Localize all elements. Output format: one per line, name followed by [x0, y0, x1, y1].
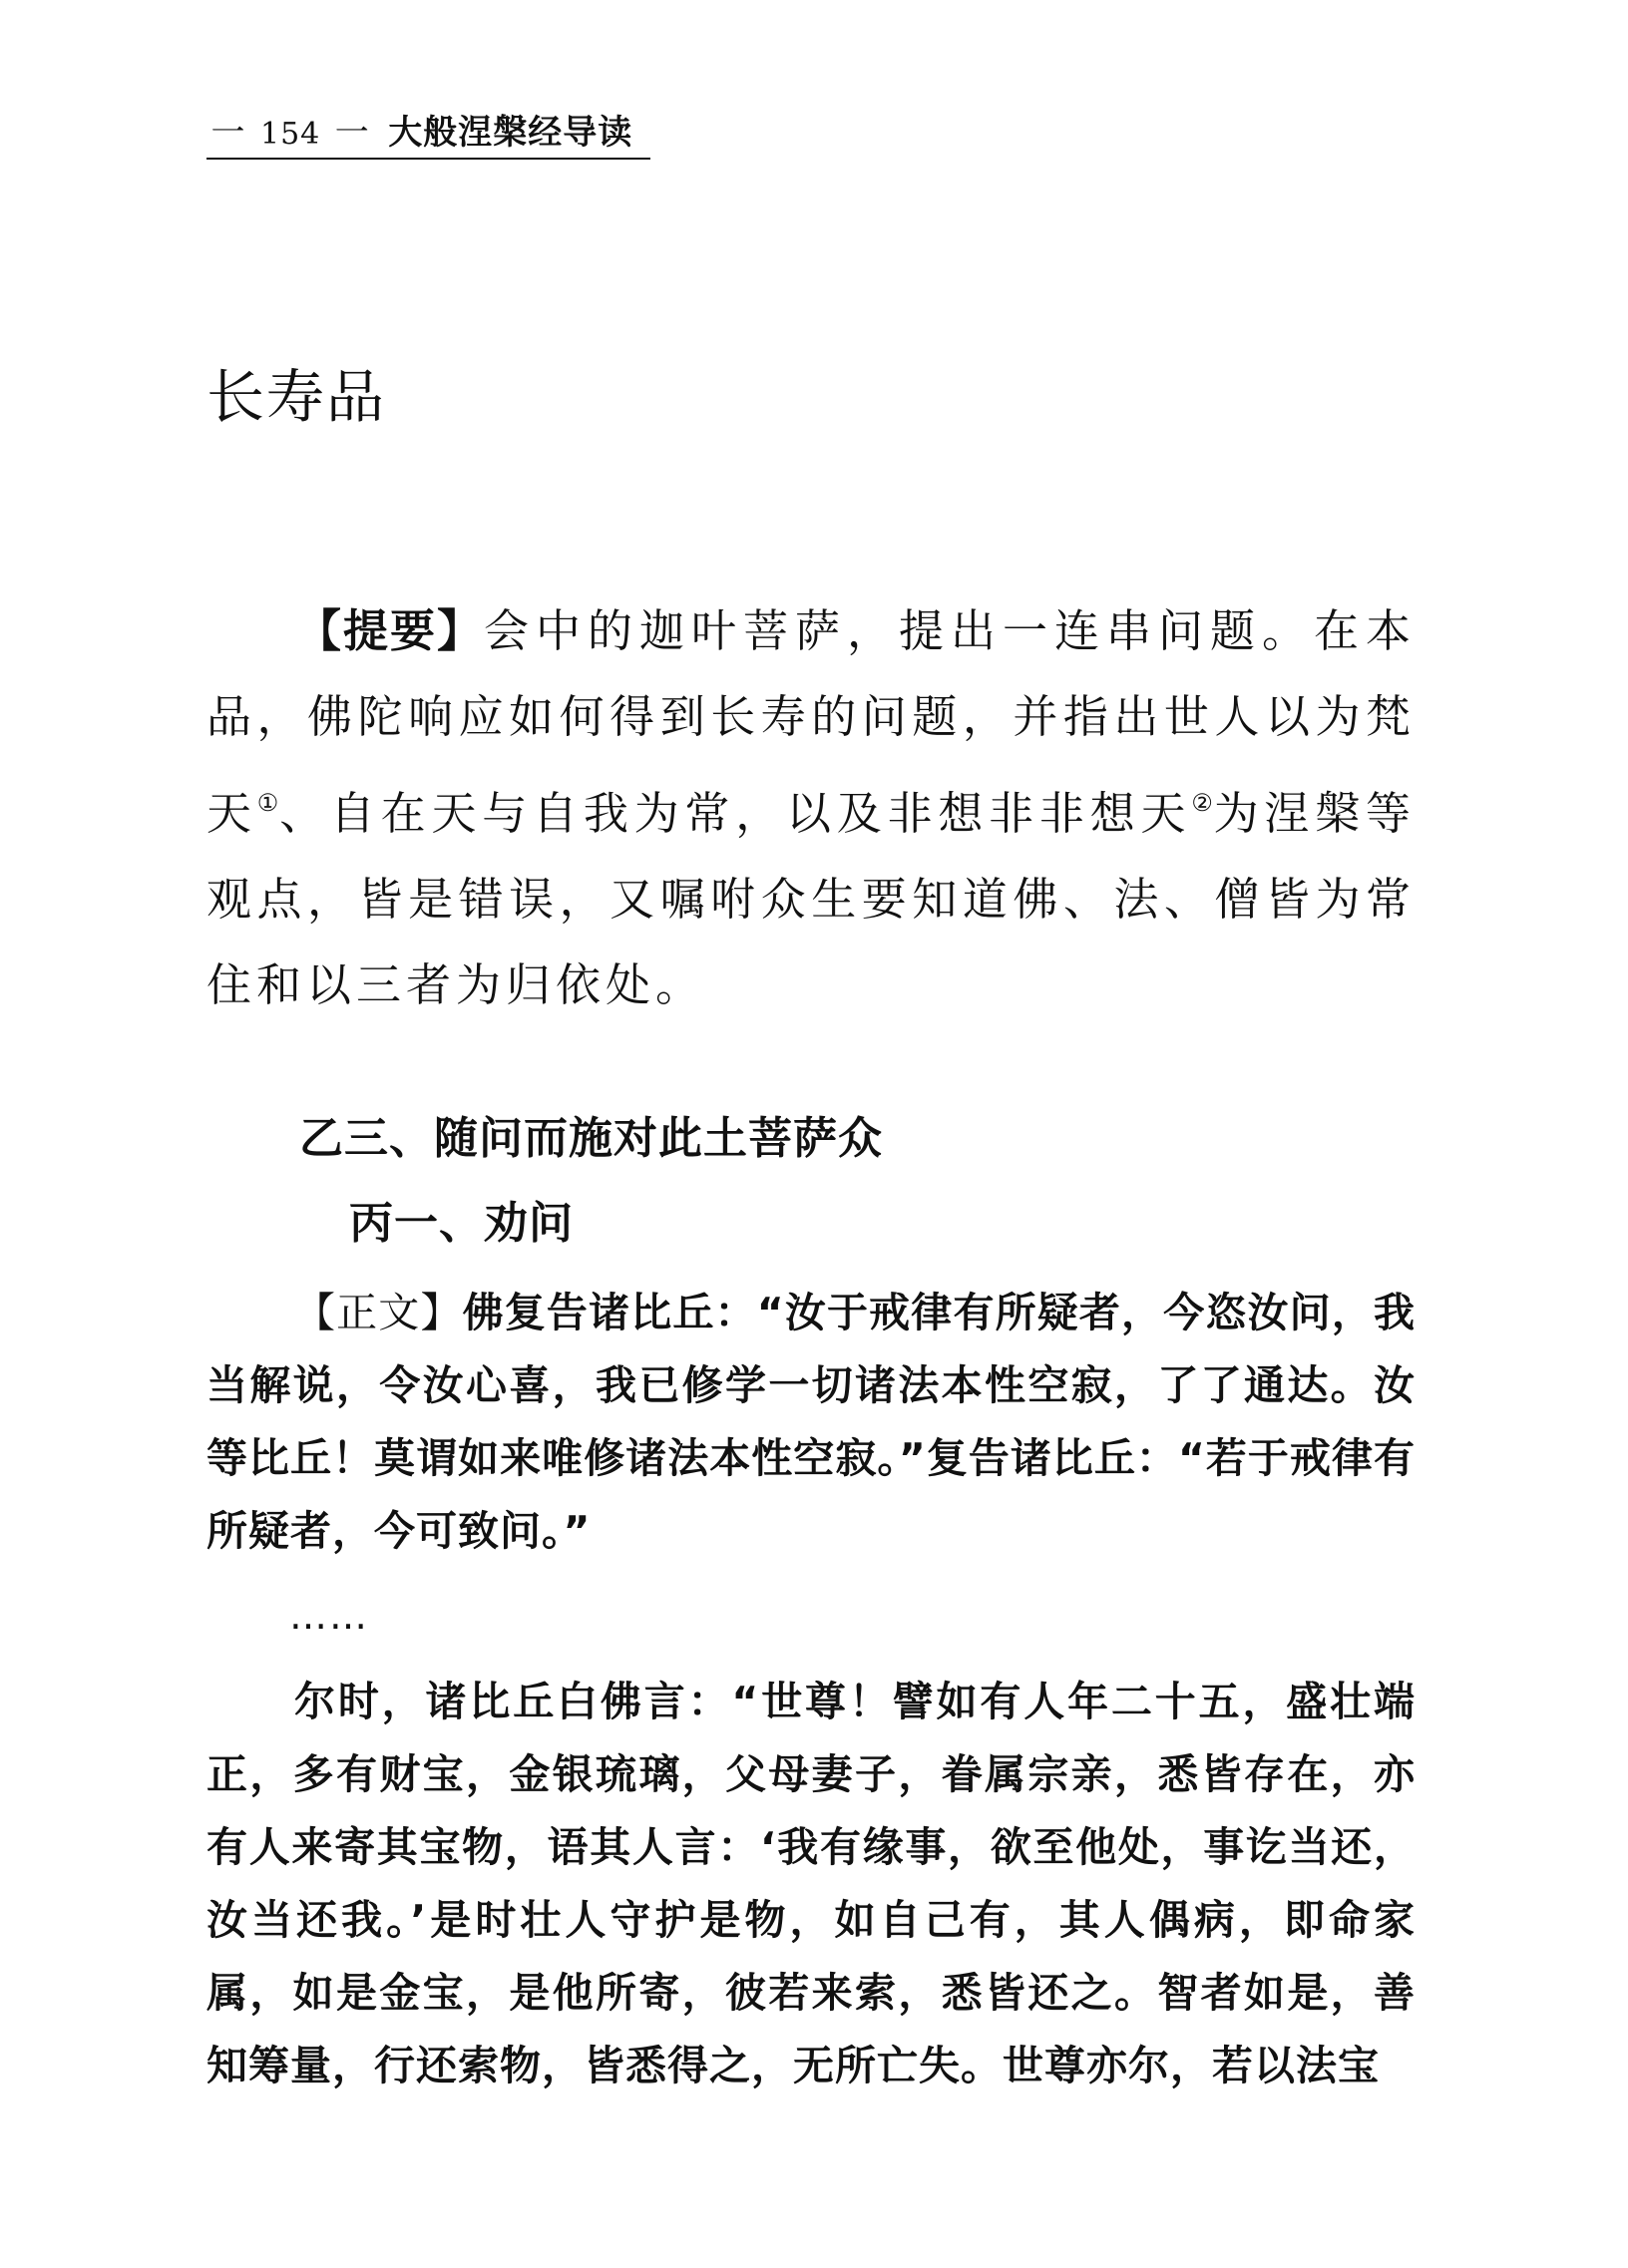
footnote-marker-1: ① [256, 789, 280, 817]
header-dash-right: 一 [334, 113, 370, 153]
book-title: 大般涅槃经导读 [388, 113, 633, 153]
chapter-title: 长寿品 [206, 363, 387, 431]
page-number: 154 [260, 117, 321, 152]
summary-tag: 【提要】 [296, 604, 484, 657]
summary-paragraph [206, 588, 1416, 1028]
header-dash-left: 一 [210, 113, 246, 153]
omission-ellipsis: …… [289, 1594, 369, 1638]
summary-text-1: 会中的迦叶菩萨，提出一连串问题。在本品，佛陀响应如何得到长寿的问题，并指出世人以为梵天 [206, 604, 1416, 840]
summary-text-2: 、自在天与自我为常，以及非想非非想天 [279, 787, 1192, 840]
section-heading-level-2: 乙三、随问而施对此土菩萨众 [299, 1113, 883, 1164]
main-text-para-1: 佛复告诸比丘：“汝于戒律有所疑者，今恣汝问，我当解说，令汝心喜，我已修学一切诸法本性空寂，了了通达。汝等比丘！莫谓如来唯修诸法本性空寂。”复告诸比丘：“若于戒律有所疑者，今可致问。” [206, 1289, 1416, 1555]
main-text-paragraph-2: 尔时，诸比丘白佛言：“世尊！譬如有人年二十五，盛壮端正，多有财宝，金银琉璃，父母妻子，眷属宗亲，悉皆存在，亦有人来寄其宝物，语其人言：‘我有缘事，欲至他处，事讫当还，汝当还我。’是时壮人守护是物，如自己有，其人偶病，即命家属，如是金宝，是他所寄，彼若来索，悉皆还之。智者如是，善知筹量，行还索物，皆悉得之，无所亡失。世尊亦尔，若以法宝 [206, 1678, 1416, 2089]
summary-text-3: 为涅槃等观点，皆是错误，又嘱咐众生要知道佛、法、僧皆为常住和以三者为归依处。 [206, 787, 1416, 1011]
main-text-tag: 【正文】 [294, 1289, 463, 1336]
footnote-marker-2: ② [1191, 789, 1214, 817]
section-heading-level-3: 丙一、劝问 [349, 1198, 574, 1249]
main-text-paragraph-1 [206, 1277, 1416, 1568]
running-header [206, 108, 650, 160]
